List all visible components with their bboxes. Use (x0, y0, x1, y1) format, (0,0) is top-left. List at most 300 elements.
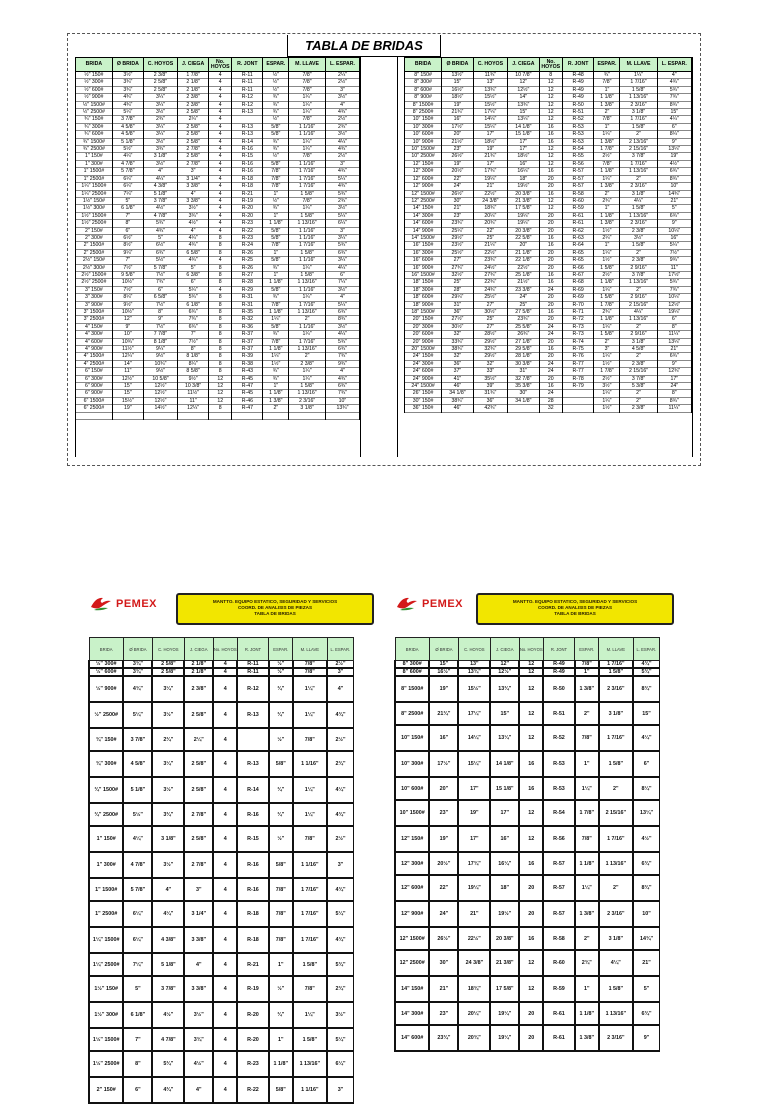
table-cell: 4¼" (325, 264, 359, 271)
table-cell: 32 7/8" (508, 375, 540, 382)
table-cell: 15½" (112, 397, 143, 404)
table-cell: 4 (213, 777, 237, 803)
table-cell: 13¼" (508, 116, 540, 123)
column-header: C. HOYOS (473, 58, 507, 72)
table-cell: 12 (209, 383, 232, 390)
table-cell: 11" (657, 264, 691, 271)
table-cell: 24" 900# (405, 375, 442, 382)
table-cell: 2 3/8" (177, 94, 208, 101)
table-cell: 16 (539, 138, 562, 145)
table-cell: 4" (143, 168, 177, 175)
table-cell: R-66 (562, 264, 594, 271)
table-row (76, 146, 360, 153)
table-cell: 13¾" (490, 676, 519, 702)
table-cell: 12" 1500# (405, 190, 442, 197)
table-cell: 7" (112, 257, 143, 264)
table-cell: 2¾" (327, 751, 354, 777)
table-cell: 9" (657, 138, 691, 145)
table-cell: ¾" 600# (76, 131, 113, 138)
table-cell: 2¾" (327, 976, 354, 1002)
table-cell: 2 15/16" (620, 368, 657, 375)
table-cell: 33¾" (442, 338, 474, 345)
column-header: C. HOYOS (143, 58, 177, 72)
table-cell: 2 3/16" (289, 397, 326, 404)
table-row (405, 360, 692, 367)
table-cell: 14" (508, 94, 540, 101)
table-cell: 8" (143, 309, 177, 316)
table-cell: R-77 (562, 360, 594, 367)
table-cell: 9" (112, 323, 143, 330)
table-cell: 3¾" (143, 146, 177, 153)
table-cell: 7/8" (575, 725, 599, 751)
table-cell: 16" 300# (405, 249, 442, 256)
table-cell: 22 1/8" (508, 257, 540, 264)
table-cell: 18" (508, 175, 540, 182)
table-row (405, 72, 692, 79)
table-cell: 1 13/16" (293, 1051, 327, 1077)
table-cell: 1¼" (293, 676, 327, 702)
table-cell: 1 1/16" (289, 323, 326, 330)
table-row (76, 79, 360, 86)
table-cell: 15" (112, 383, 143, 390)
table-cell: 16 (519, 777, 543, 800)
column-header: No. HOYOS (539, 58, 562, 72)
table-cell: 8¾" (657, 397, 691, 404)
table-cell: 15" (633, 702, 660, 725)
table-cell: 14" 150# (405, 205, 442, 212)
table-row (395, 875, 660, 901)
table-cell: 22½" (458, 927, 490, 950)
table-cell: R-61 (562, 220, 594, 227)
table-row (405, 79, 692, 86)
table-cell: 12 (539, 205, 562, 212)
table-cell: 1½" (594, 405, 620, 412)
table-cell: R-48 (562, 72, 594, 79)
table-cell: 3¼" (143, 131, 177, 138)
table-cell: 4 (209, 183, 232, 190)
table-cell: 3" 2500# (76, 316, 113, 323)
table-cell: 8¾" (325, 316, 359, 323)
table-cell: 2½" (325, 116, 359, 123)
table-cell: 12¼" (177, 405, 208, 412)
table-cell: 1½" 1500# (76, 212, 113, 219)
table-cell: 1¼" 1500# (89, 927, 123, 953)
table-cell: 6¾" (177, 309, 208, 316)
table-cell: 4 (209, 123, 232, 130)
table-row (405, 227, 692, 234)
table-cell: 1 1/8" (263, 279, 289, 286)
table-cell: 12" 2500# (395, 950, 429, 976)
table-cell: 4 (209, 168, 232, 175)
table-row (405, 331, 692, 338)
table-cell: 4¾" (325, 146, 359, 153)
table-cell: 6½" (112, 234, 143, 241)
table-cell: 4¼" (177, 234, 208, 241)
table-cell: ½" (269, 728, 293, 751)
table-cell: 8" (177, 346, 208, 353)
table-cell: 1 3/8" (594, 138, 620, 145)
table-cell: 1 1/8" (575, 852, 599, 875)
table-row (395, 852, 660, 875)
table-cell: 24 (539, 323, 562, 330)
table-cell: R-49 (562, 79, 594, 86)
table-row (76, 131, 360, 138)
table-cell: R-51 (543, 702, 575, 725)
table-cell: R-20 (232, 205, 263, 212)
table-row (405, 190, 692, 197)
table-cell: 6¼" (112, 175, 143, 182)
table-cell: 27¾" (473, 271, 507, 278)
table-cell: 16½" (429, 668, 458, 676)
table-cell: 8½" (112, 242, 143, 249)
header-row (76, 58, 360, 72)
table-cell: 7" (112, 212, 143, 219)
table-row (395, 1025, 660, 1051)
table-cell: 1 13/16" (289, 346, 326, 353)
table-cell: 10" (633, 901, 660, 927)
table-cell: 24 (539, 331, 562, 338)
table-cell: 16 (539, 346, 562, 353)
column-header: R. JONT (543, 638, 575, 661)
table-cell: 4½" (657, 160, 691, 167)
table-cell: ½" 300# (89, 661, 123, 669)
table-cell: 20 (539, 257, 562, 264)
table-cell: 3¾" (112, 86, 143, 93)
table-cell: 28½" (473, 331, 507, 338)
table-cell: 17¼" (473, 109, 507, 116)
table-cell: R-63 (562, 234, 594, 241)
table-cell: 2 1/8" (184, 668, 213, 676)
table-cell: 5¼" (123, 702, 152, 728)
table-cell: 3 7/8" (152, 976, 184, 1002)
table-cell: 12½" (657, 301, 691, 308)
table-row (89, 1028, 354, 1051)
table-cell: 16 (519, 751, 543, 777)
table-cell: 4" (184, 1077, 213, 1103)
table-cell: R-13 (237, 702, 269, 728)
table-cell: 19" (429, 676, 458, 702)
table-row (405, 86, 692, 93)
table-cell: 17½" (657, 271, 691, 278)
table-cell: 5/8" (263, 234, 289, 241)
table-cell: R-26 (232, 249, 263, 256)
table-cell: 5¼" (325, 175, 359, 182)
table-cell: 2 5/8" (184, 751, 213, 777)
table-cell: 6¼" (327, 1051, 354, 1077)
table-cell: 21" (473, 183, 507, 190)
table-cell: 16" 1500# (405, 271, 442, 278)
table-cell: 4 (209, 197, 232, 204)
table-cell: 23¾" (429, 1025, 458, 1051)
table-cell: 8" 2500# (405, 109, 442, 116)
table-cell: 19" (473, 146, 507, 153)
table-cell: 5¼" (327, 901, 354, 927)
table-cell: 2½" (327, 826, 354, 852)
table-row (76, 101, 360, 108)
table-cell: 10¼" (657, 227, 691, 234)
table-cell: 24" 150# (405, 353, 442, 360)
table-cell: ½" (269, 826, 293, 852)
table-cell: 6" 900# (76, 383, 113, 390)
table-cell: 1½" 2500# (89, 1051, 123, 1077)
table-cell: 22½" (508, 264, 540, 271)
table-cell: 4¼" (123, 826, 152, 852)
table-row (76, 205, 360, 212)
table-cell: 10" 600# (395, 777, 429, 800)
table-cell: 1 7/16" (293, 878, 327, 901)
table-cell: R-55 (562, 153, 594, 160)
table-cell: 16" (429, 725, 458, 751)
table-cell: 1¼" (289, 294, 326, 301)
table-cell: 1 1/8" (263, 220, 289, 227)
table-cell: 10" (112, 331, 143, 338)
table-cell: 4 (213, 803, 237, 826)
table-cell: 4¼" (152, 901, 184, 927)
table-row (89, 777, 354, 803)
table-cell: 14" (112, 360, 143, 367)
table-cell: 12½" (112, 375, 143, 382)
table-cell: 24 (539, 286, 562, 293)
table-cell: 2¾" (594, 197, 620, 204)
table-cell: 4 (209, 116, 232, 123)
table-cell: 9¼" (112, 249, 143, 256)
table-cell: 1" (263, 190, 289, 197)
table-cell: 7 7/8" (143, 331, 177, 338)
table-cell: 10" (657, 183, 691, 190)
table-cell: 30" 150# (405, 397, 442, 404)
table-cell: 19" (657, 153, 691, 160)
table-cell: 2 3/8" (177, 101, 208, 108)
table-cell: R-49 (562, 86, 594, 93)
table-cell: 3 7/8" (620, 271, 657, 278)
table-cell: 7½" (112, 264, 143, 271)
table-row (405, 183, 692, 190)
table-cell: 5¼" (112, 109, 143, 116)
table-cell: 5/8" (263, 227, 289, 234)
table-cell: 10" 600# (405, 131, 442, 138)
table-cell: 1 1/16" (289, 227, 326, 234)
table-cell: 1 1/16" (289, 160, 326, 167)
table-cell: 2" (263, 405, 289, 412)
table-cell: 10½" (112, 309, 143, 316)
table-cell: 3¾" (152, 803, 184, 826)
table-cell: 4 (209, 138, 232, 145)
table-row (76, 227, 360, 234)
table-cell: 8 (209, 271, 232, 278)
table-cell: 7/8" (263, 338, 289, 345)
table-row (89, 976, 354, 1002)
table-cell: 7¾" (177, 316, 208, 323)
table-cell: ¾" (263, 331, 289, 338)
table-cell: ½" (263, 72, 289, 79)
table-cell: R-77 (562, 368, 594, 375)
table-cell: 25½" (442, 249, 474, 256)
right-table-border-left (397, 57, 398, 457)
table-cell: R-13 (232, 123, 263, 130)
column-header: J. CIEGA (508, 58, 540, 72)
table-cell: 12 (539, 86, 562, 93)
table-cell: 1 1/16" (289, 131, 326, 138)
table-cell: R-19 (237, 976, 269, 1002)
table-cell: ½" (269, 668, 293, 676)
table-cell: ½" 1500# (76, 101, 113, 108)
table-row (405, 242, 692, 249)
table-cell: 6" (177, 279, 208, 286)
table-cell: 17" (657, 375, 691, 382)
column-header: BRIDA (76, 58, 113, 72)
table-cell: 21¾" (442, 109, 474, 116)
notice-line: TABLA DE BRIDAS (554, 611, 596, 616)
table-cell: R-54 (562, 146, 594, 153)
table-cell: 16 (539, 168, 562, 175)
table-cell: 8 (209, 301, 232, 308)
table-row (395, 676, 660, 702)
table-cell: 1½" 150# (89, 976, 123, 1002)
table-cell: ½" (263, 153, 289, 160)
table-cell: 1 7/8" (575, 800, 599, 826)
table-cell (508, 405, 540, 412)
table-cell: 2¾" (152, 728, 184, 751)
table-cell: 3½" (152, 702, 184, 728)
table-cell: 19¼" (490, 1002, 519, 1025)
title-rule-left (75, 35, 287, 58)
table-cell: R-18 (237, 927, 269, 953)
table-cell: 4¾" (112, 94, 143, 101)
table-cell: 8" 1500# (395, 676, 429, 702)
table-row (89, 803, 354, 826)
table-cell: 17¾" (458, 852, 490, 875)
table-cell: 21" (657, 197, 691, 204)
table-cell: 9½" (177, 375, 208, 382)
table-cell: 1 5/8" (289, 212, 326, 219)
table-cell: 7/8" (594, 116, 620, 123)
table-cell: R-19 (232, 197, 263, 204)
table-cell: 10¾" (112, 338, 143, 345)
table-cell: 1 5/8" (289, 383, 326, 390)
table-cell: 5" (112, 197, 143, 204)
table-cell: 1¼" (289, 146, 326, 153)
table-row (76, 175, 360, 182)
table-cell: ½" (263, 79, 289, 86)
table-cell: 6¼" (112, 183, 143, 190)
table-cell: 16" (657, 234, 691, 241)
table-cell: 2" 1500# (76, 242, 113, 249)
table-cell: ½" 900# (76, 94, 113, 101)
table-cell: 4 (213, 1051, 237, 1077)
table-cell: 6¾" (657, 168, 691, 175)
table-row (76, 397, 360, 404)
table-cell: 16 (539, 271, 562, 278)
table-cell: 1 1/8" (594, 168, 620, 175)
table-cell: 10" 150# (395, 725, 429, 751)
table-cell: 4" 150# (76, 323, 113, 330)
table-cell: 15½" (473, 94, 507, 101)
table-cell: 7½" (177, 338, 208, 345)
table-cell: R-18 (232, 183, 263, 190)
table-cell: 9" (657, 360, 691, 367)
table-cell: 1 3/8" (594, 220, 620, 227)
table-cell: 1¼" (594, 131, 620, 138)
table-cell: 24" 600# (405, 368, 442, 375)
table-cell: 1½" (594, 227, 620, 234)
table-cell: R-32 (232, 316, 263, 323)
table-cell: 1½" 2500# (76, 220, 113, 227)
table-cell: 1" (575, 751, 599, 777)
table-cell: 14 1/8" (508, 123, 540, 130)
table-cell: 1" (594, 205, 620, 212)
table-cell: 2 9/16" (620, 331, 657, 338)
table-cell: 20¾" (458, 1025, 490, 1051)
table-cell: 29½" (473, 353, 507, 360)
table-cell: 5/8" (263, 160, 289, 167)
table-cell: 1 13/16" (289, 309, 326, 316)
table-cell: R-51 (562, 109, 594, 116)
table-cell: 9 5/8" (112, 271, 143, 278)
column-header: M. LLAVE (289, 58, 326, 72)
table-cell: 5¼" (325, 301, 359, 308)
table-cell: 17" (508, 138, 540, 145)
table-cell: 15¼" (458, 751, 490, 777)
table-cell: 7/8" (263, 242, 289, 249)
table-cell: 18½" (508, 153, 540, 160)
table-cell: 4 (209, 160, 232, 167)
table-cell: 1" 1500# (76, 168, 113, 175)
table-cell: 5/8" (263, 323, 289, 330)
table-cell: 20 (539, 227, 562, 234)
header-row (89, 638, 354, 661)
table-cell: 4¾" (327, 803, 354, 826)
table-cell: 1 5/8" (599, 976, 633, 1002)
table-cell: 22" (442, 175, 474, 182)
table-cell: R-61 (562, 212, 594, 219)
table-cell: R-70 (562, 301, 594, 308)
table-cell: R-65 (562, 257, 594, 264)
table-cell: R-69 (562, 286, 594, 293)
table-cell: 3" 900# (76, 301, 113, 308)
table-cell: 14¾" (657, 190, 691, 197)
table-cell: 4¼" (633, 725, 660, 751)
table-cell: 3" (327, 668, 354, 676)
table-cell: 1 7/16" (293, 901, 327, 927)
table-cell: 4 (209, 131, 232, 138)
table-row (76, 242, 360, 249)
table-cell: R-12 (237, 676, 269, 702)
table-cell: 6" (112, 227, 143, 234)
table-cell: 20 3/8" (508, 227, 540, 234)
table-cell: 2 5/8" (184, 777, 213, 803)
table-cell: ¾" (263, 375, 289, 382)
table-cell: 8¾" (633, 875, 660, 901)
table-cell: 24" (657, 383, 691, 390)
table-cell: 20 (539, 294, 562, 301)
table-row (395, 661, 660, 669)
table-cell: 8 (209, 338, 232, 345)
table-cell: 7¾" (657, 94, 691, 101)
table-cell: 12 (519, 676, 543, 702)
table-cell: 3" (177, 168, 208, 175)
table-cell: 22" (429, 875, 458, 901)
column-header: ESPAR. (263, 58, 289, 72)
table-cell: 1 5/8" (620, 86, 657, 93)
table-cell: 2" 150# (89, 1077, 123, 1103)
column-header: C. HOYOS (458, 638, 490, 661)
table-cell: 13" (473, 79, 507, 86)
table-cell: R-25 (232, 257, 263, 264)
table-cell: 1 7/8" (594, 368, 620, 375)
table-row (76, 220, 360, 227)
table-cell: 41" (442, 375, 474, 382)
table-cell: 12¼" (112, 353, 143, 360)
